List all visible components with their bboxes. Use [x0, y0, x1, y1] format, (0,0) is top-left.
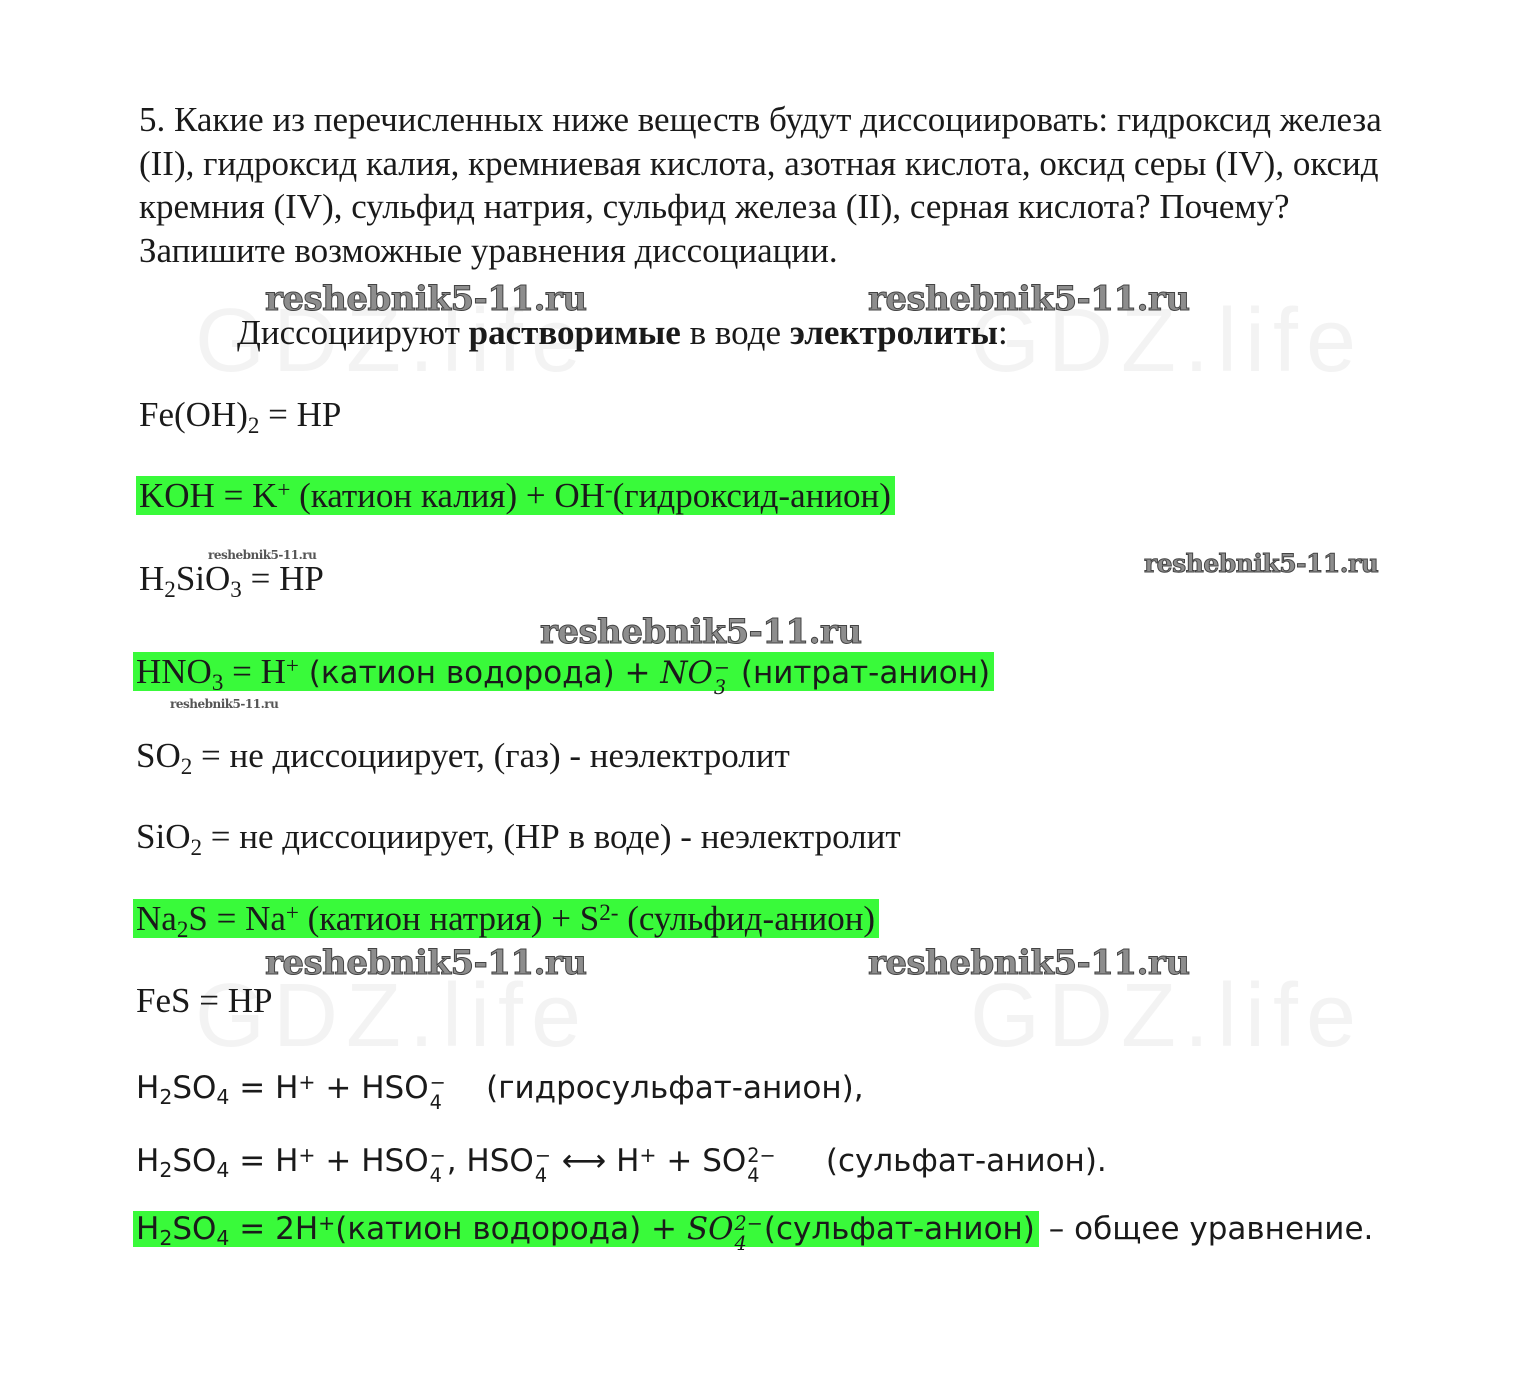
intro-prefix: Диссоциируют [237, 313, 469, 352]
equation-h2so4-step2: $H_2SO_4 = H^+$ + HSO − 4 , HSO − 4 ⟷ H+ + SO 2− 4 (сульфат-анион). [136, 1142, 1107, 1187]
equation-feoh2: $Fe(OH)_2$ = НР [139, 395, 342, 438]
equation-so2: $SO_2$ = не диссоциирует, (газ) - неэлектролит [136, 736, 790, 779]
equation-koh [136, 474, 895, 518]
site-watermark: reshebnik5-11.ru [1144, 549, 1379, 578]
site-watermark: reshebnik5-11.ru [170, 697, 279, 711]
site-watermark: reshebnik5-11.ru [868, 279, 1190, 319]
equation-hno3 [133, 650, 994, 698]
intro-middle: в воде [680, 313, 790, 352]
intro-bold-electrolytes: электролиты [789, 313, 999, 352]
intro-bold-soluble: растворимые [468, 313, 681, 352]
site-watermark: reshebnik5-11.ru [868, 943, 1190, 983]
equation-h2so4-step1: $H_2SO_4 = H^+$ + HSO − 4 (гидросульфат-анион), [136, 1069, 864, 1114]
site-watermark: reshebnik5-11.ru [208, 548, 317, 562]
equation-fes: FeS = НР [136, 981, 273, 1020]
equation-sio2: SiO$_2$ = не диссоциирует, (НР в воде) - неэлектролит [136, 817, 901, 860]
highlight: $H_2SO_4$ = 2H+(катион водорода) + SO 2− 4 (сульфат-анион) [133, 1211, 1039, 1247]
intro-suffix: : [998, 313, 1008, 352]
site-watermark: reshebnik5-11.ru [540, 612, 862, 652]
question-text: 5. Какие из перечисленных ниже веществ будут диссоциировать: гидроксид железа (II), гидроксид калия, кремниевая кислота, азотная кислота, оксид серы (IV), оксид кремния (IV), сульфид натрия, сульфид железа (II), серная кислота? Почему? Запишите возможные уравнения диссоциации. [139, 100, 1382, 270]
site-watermark: reshebnik5-11.ru [265, 279, 587, 319]
highlight: $HNO_3 = H^+$ (катион водорода) + NO − 3 (нитрат-анион) [133, 652, 994, 691]
highlight: $Na_2S = Na^+$ (катион натрия) + $S^{2-}$ (сульфид-анион) [133, 899, 879, 938]
equation-h2sio3: $H_2SiO_3$ = НР [139, 559, 324, 602]
equation-h2so4-overall: $H_2SO_4$ = 2H+(катион водорода) + SO 2− 4 (сульфат-анион) – общее уравнение. [133, 1207, 1373, 1254]
site-watermark: reshebnik5-11.ru [265, 943, 587, 983]
equation-na2s [133, 897, 879, 941]
highlight: KOH = K+ (катион калия) + OH-(гидроксид-анион) [136, 476, 895, 515]
